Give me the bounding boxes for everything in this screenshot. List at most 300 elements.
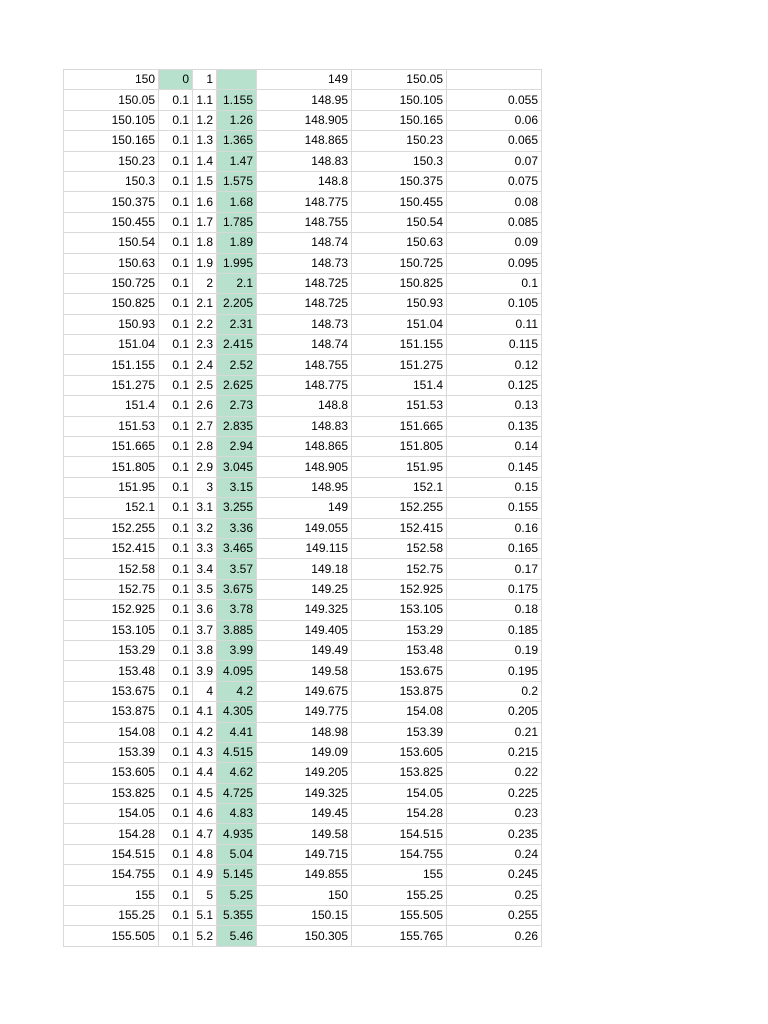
cell-c[interactable]: 2.3 — [193, 335, 217, 355]
cell-f[interactable]: 150.23 — [352, 131, 447, 151]
cell-g[interactable] — [447, 70, 542, 90]
cell-e[interactable]: 148.755 — [257, 355, 352, 375]
cell-d[interactable]: 5.46 — [217, 926, 257, 946]
cell-c[interactable]: 4.6 — [193, 804, 217, 824]
cell-b[interactable]: 0.1 — [159, 906, 193, 926]
cell-g[interactable]: 0.065 — [447, 131, 542, 151]
cell-e[interactable]: 149.855 — [257, 865, 352, 885]
cell-f[interactable]: 155.765 — [352, 926, 447, 946]
cell-g[interactable]: 0.15 — [447, 477, 542, 497]
cell-f[interactable]: 154.755 — [352, 844, 447, 864]
cell-c[interactable]: 2 — [193, 273, 217, 293]
cell-c[interactable]: 4.1 — [193, 702, 217, 722]
cell-c[interactable]: 1.6 — [193, 192, 217, 212]
cell-b[interactable]: 0.1 — [159, 151, 193, 171]
cell-g[interactable]: 0.14 — [447, 437, 542, 457]
cell-c[interactable]: 1.9 — [193, 253, 217, 273]
cell-e[interactable]: 148.775 — [257, 192, 352, 212]
cell-e[interactable]: 149 — [257, 498, 352, 518]
cell-e[interactable]: 148.83 — [257, 416, 352, 436]
cell-f[interactable]: 150.54 — [352, 212, 447, 232]
cell-e[interactable]: 149.715 — [257, 844, 352, 864]
cell-b[interactable]: 0.1 — [159, 742, 193, 762]
cell-a[interactable]: 155 — [64, 885, 159, 905]
cell-d[interactable]: 2.31 — [217, 314, 257, 334]
cell-e[interactable]: 148.74 — [257, 335, 352, 355]
cell-b[interactable]: 0.1 — [159, 783, 193, 803]
cell-d[interactable]: 2.73 — [217, 396, 257, 416]
cell-d[interactable]: 3.255 — [217, 498, 257, 518]
cell-c[interactable]: 2.4 — [193, 355, 217, 375]
cell-b[interactable]: 0.1 — [159, 681, 193, 701]
cell-g[interactable]: 0.18 — [447, 600, 542, 620]
cell-e[interactable]: 148.725 — [257, 273, 352, 293]
cell-g[interactable]: 0.115 — [447, 335, 542, 355]
cell-c[interactable]: 2.9 — [193, 457, 217, 477]
cell-g[interactable]: 0.145 — [447, 457, 542, 477]
cell-d[interactable]: 1.155 — [217, 90, 257, 110]
cell-e[interactable]: 149 — [257, 70, 352, 90]
cell-d[interactable]: 3.045 — [217, 457, 257, 477]
cell-e[interactable]: 148.74 — [257, 233, 352, 253]
cell-a[interactable]: 152.415 — [64, 538, 159, 558]
cell-e[interactable]: 149.325 — [257, 783, 352, 803]
cell-g[interactable]: 0.175 — [447, 579, 542, 599]
cell-a[interactable]: 152.58 — [64, 559, 159, 579]
cell-b[interactable]: 0.1 — [159, 131, 193, 151]
cell-a[interactable]: 153.48 — [64, 661, 159, 681]
cell-g[interactable]: 0.205 — [447, 702, 542, 722]
cell-e[interactable]: 148.95 — [257, 477, 352, 497]
cell-d[interactable]: 3.99 — [217, 640, 257, 660]
cell-b[interactable]: 0.1 — [159, 518, 193, 538]
cell-e[interactable]: 149.45 — [257, 804, 352, 824]
cell-a[interactable]: 151.805 — [64, 457, 159, 477]
cell-a[interactable]: 153.605 — [64, 763, 159, 783]
cell-d[interactable]: 1.47 — [217, 151, 257, 171]
cell-f[interactable]: 155.505 — [352, 906, 447, 926]
cell-c[interactable]: 3 — [193, 477, 217, 497]
cell-b[interactable]: 0.1 — [159, 314, 193, 334]
cell-d[interactable]: 3.675 — [217, 579, 257, 599]
cell-c[interactable]: 2.5 — [193, 375, 217, 395]
cell-g[interactable]: 0.255 — [447, 906, 542, 926]
cell-f[interactable]: 153.605 — [352, 742, 447, 762]
cell-g[interactable]: 0.075 — [447, 171, 542, 191]
cell-e[interactable]: 149.325 — [257, 600, 352, 620]
cell-a[interactable]: 150.455 — [64, 212, 159, 232]
cell-g[interactable]: 0.07 — [447, 151, 542, 171]
cell-c[interactable]: 4.7 — [193, 824, 217, 844]
cell-b[interactable]: 0.1 — [159, 600, 193, 620]
cell-d[interactable]: 5.145 — [217, 865, 257, 885]
cell-b[interactable]: 0.1 — [159, 273, 193, 293]
cell-a[interactable]: 155.25 — [64, 906, 159, 926]
cell-e[interactable]: 148.865 — [257, 131, 352, 151]
cell-a[interactable]: 152.1 — [64, 498, 159, 518]
cell-a[interactable]: 154.05 — [64, 804, 159, 824]
cell-c[interactable]: 2.6 — [193, 396, 217, 416]
cell-e[interactable]: 148.8 — [257, 171, 352, 191]
cell-c[interactable]: 4 — [193, 681, 217, 701]
cell-g[interactable]: 0.225 — [447, 783, 542, 803]
cell-c[interactable]: 1.7 — [193, 212, 217, 232]
cell-b[interactable]: 0.1 — [159, 192, 193, 212]
cell-f[interactable]: 153.675 — [352, 661, 447, 681]
cell-d[interactable]: 3.15 — [217, 477, 257, 497]
cell-b[interactable]: 0.1 — [159, 437, 193, 457]
cell-g[interactable]: 0.2 — [447, 681, 542, 701]
cell-a[interactable]: 153.29 — [64, 640, 159, 660]
cell-c[interactable]: 5.1 — [193, 906, 217, 926]
cell-g[interactable]: 0.165 — [447, 538, 542, 558]
cell-f[interactable]: 153.39 — [352, 722, 447, 742]
cell-f[interactable]: 150.05 — [352, 70, 447, 90]
cell-e[interactable]: 149.18 — [257, 559, 352, 579]
cell-c[interactable]: 5 — [193, 885, 217, 905]
cell-a[interactable]: 150.725 — [64, 273, 159, 293]
cell-g[interactable]: 0.11 — [447, 314, 542, 334]
cell-a[interactable]: 151.275 — [64, 375, 159, 395]
cell-b[interactable]: 0.1 — [159, 559, 193, 579]
cell-b[interactable]: 0.1 — [159, 457, 193, 477]
cell-g[interactable]: 0.105 — [447, 294, 542, 314]
cell-e[interactable]: 148.905 — [257, 110, 352, 130]
cell-b[interactable]: 0.1 — [159, 661, 193, 681]
cell-a[interactable]: 154.515 — [64, 844, 159, 864]
cell-c[interactable]: 3.1 — [193, 498, 217, 518]
cell-e[interactable]: 148.8 — [257, 396, 352, 416]
cell-e[interactable]: 149.49 — [257, 640, 352, 660]
cell-b[interactable]: 0.1 — [159, 763, 193, 783]
cell-a[interactable]: 151.665 — [64, 437, 159, 457]
cell-g[interactable]: 0.235 — [447, 824, 542, 844]
cell-e[interactable]: 150 — [257, 885, 352, 905]
cell-f[interactable]: 150.825 — [352, 273, 447, 293]
cell-c[interactable]: 3.8 — [193, 640, 217, 660]
cell-a[interactable]: 150.05 — [64, 90, 159, 110]
cell-a[interactable]: 150.23 — [64, 151, 159, 171]
cell-g[interactable]: 0.135 — [447, 416, 542, 436]
cell-e[interactable]: 148.775 — [257, 375, 352, 395]
cell-f[interactable]: 152.1 — [352, 477, 447, 497]
cell-a[interactable]: 150.54 — [64, 233, 159, 253]
cell-d[interactable]: 2.205 — [217, 294, 257, 314]
cell-f[interactable]: 153.825 — [352, 763, 447, 783]
cell-f[interactable]: 150.375 — [352, 171, 447, 191]
cell-e[interactable]: 148.725 — [257, 294, 352, 314]
cell-a[interactable]: 154.08 — [64, 722, 159, 742]
cell-a[interactable]: 152.75 — [64, 579, 159, 599]
cell-f[interactable]: 152.925 — [352, 579, 447, 599]
cell-f[interactable]: 151.805 — [352, 437, 447, 457]
cell-g[interactable]: 0.06 — [447, 110, 542, 130]
cell-f[interactable]: 155 — [352, 865, 447, 885]
cell-a[interactable]: 151.155 — [64, 355, 159, 375]
cell-b[interactable]: 0.1 — [159, 579, 193, 599]
cell-f[interactable]: 151.95 — [352, 457, 447, 477]
cell-a[interactable]: 150.105 — [64, 110, 159, 130]
cell-a[interactable]: 153.105 — [64, 620, 159, 640]
cell-c[interactable]: 3.7 — [193, 620, 217, 640]
cell-f[interactable]: 151.53 — [352, 396, 447, 416]
cell-g[interactable]: 0.19 — [447, 640, 542, 660]
cell-e[interactable]: 149.115 — [257, 538, 352, 558]
cell-d[interactable]: 2.835 — [217, 416, 257, 436]
cell-e[interactable]: 150.305 — [257, 926, 352, 946]
cell-e[interactable]: 148.865 — [257, 437, 352, 457]
cell-c[interactable]: 2.8 — [193, 437, 217, 457]
cell-b[interactable]: 0.1 — [159, 885, 193, 905]
cell-g[interactable]: 0.055 — [447, 90, 542, 110]
cell-c[interactable]: 1.2 — [193, 110, 217, 130]
cell-g[interactable]: 0.185 — [447, 620, 542, 640]
cell-c[interactable]: 3.2 — [193, 518, 217, 538]
cell-g[interactable]: 0.26 — [447, 926, 542, 946]
cell-g[interactable]: 0.195 — [447, 661, 542, 681]
cell-b[interactable]: 0.1 — [159, 844, 193, 864]
cell-f[interactable]: 153.48 — [352, 640, 447, 660]
cell-e[interactable]: 148.95 — [257, 90, 352, 110]
cell-f[interactable]: 151.275 — [352, 355, 447, 375]
cell-d[interactable]: 2.415 — [217, 335, 257, 355]
cell-e[interactable]: 150.15 — [257, 906, 352, 926]
cell-e[interactable]: 149.58 — [257, 661, 352, 681]
cell-d[interactable]: 4.41 — [217, 722, 257, 742]
cell-b[interactable]: 0.1 — [159, 640, 193, 660]
cell-g[interactable]: 0.13 — [447, 396, 542, 416]
cell-d[interactable]: 5.25 — [217, 885, 257, 905]
cell-a[interactable]: 155.505 — [64, 926, 159, 946]
cell-g[interactable]: 0.215 — [447, 742, 542, 762]
cell-f[interactable]: 153.875 — [352, 681, 447, 701]
cell-d[interactable]: 4.935 — [217, 824, 257, 844]
cell-d[interactable]: 2.52 — [217, 355, 257, 375]
cell-b[interactable]: 0.1 — [159, 498, 193, 518]
cell-b[interactable]: 0.1 — [159, 110, 193, 130]
cell-b[interactable]: 0.1 — [159, 538, 193, 558]
cell-b[interactable]: 0.1 — [159, 233, 193, 253]
cell-f[interactable]: 153.105 — [352, 600, 447, 620]
cell-g[interactable]: 0.095 — [447, 253, 542, 273]
cell-f[interactable]: 154.28 — [352, 804, 447, 824]
cell-c[interactable]: 3.4 — [193, 559, 217, 579]
cell-f[interactable]: 150.105 — [352, 90, 447, 110]
cell-g[interactable]: 0.08 — [447, 192, 542, 212]
cell-d[interactable]: 3.57 — [217, 559, 257, 579]
cell-g[interactable]: 0.21 — [447, 722, 542, 742]
cell-c[interactable]: 5.2 — [193, 926, 217, 946]
cell-c[interactable]: 1.1 — [193, 90, 217, 110]
cell-c[interactable]: 1.4 — [193, 151, 217, 171]
cell-f[interactable]: 154.08 — [352, 702, 447, 722]
cell-b[interactable]: 0.1 — [159, 294, 193, 314]
cell-d[interactable]: 4.62 — [217, 763, 257, 783]
cell-f[interactable]: 150.165 — [352, 110, 447, 130]
cell-e[interactable]: 149.775 — [257, 702, 352, 722]
cell-c[interactable]: 3.6 — [193, 600, 217, 620]
cell-d[interactable]: 4.515 — [217, 742, 257, 762]
cell-f[interactable]: 154.05 — [352, 783, 447, 803]
cell-c[interactable]: 4.8 — [193, 844, 217, 864]
cell-d[interactable] — [217, 70, 257, 90]
cell-g[interactable]: 0.125 — [447, 375, 542, 395]
cell-d[interactable]: 5.04 — [217, 844, 257, 864]
cell-d[interactable]: 2.1 — [217, 273, 257, 293]
cell-b[interactable]: 0.1 — [159, 375, 193, 395]
cell-b[interactable]: 0.1 — [159, 212, 193, 232]
cell-e[interactable]: 149.055 — [257, 518, 352, 538]
cell-c[interactable]: 4.5 — [193, 783, 217, 803]
cell-c[interactable]: 2.2 — [193, 314, 217, 334]
cell-b[interactable]: 0.1 — [159, 804, 193, 824]
cell-f[interactable]: 152.415 — [352, 518, 447, 538]
cell-d[interactable]: 3.78 — [217, 600, 257, 620]
cell-d[interactable]: 1.89 — [217, 233, 257, 253]
cell-c[interactable]: 3.9 — [193, 661, 217, 681]
cell-g[interactable]: 0.245 — [447, 865, 542, 885]
cell-a[interactable]: 150 — [64, 70, 159, 90]
cell-f[interactable]: 150.63 — [352, 233, 447, 253]
cell-d[interactable]: 4.725 — [217, 783, 257, 803]
cell-e[interactable]: 149.405 — [257, 620, 352, 640]
cell-a[interactable]: 150.93 — [64, 314, 159, 334]
cell-c[interactable]: 4.2 — [193, 722, 217, 742]
cell-a[interactable]: 152.925 — [64, 600, 159, 620]
cell-c[interactable]: 4.4 — [193, 763, 217, 783]
cell-f[interactable]: 153.29 — [352, 620, 447, 640]
cell-a[interactable]: 151.04 — [64, 335, 159, 355]
cell-c[interactable]: 3.3 — [193, 538, 217, 558]
cell-b[interactable]: 0.1 — [159, 824, 193, 844]
cell-f[interactable]: 151.04 — [352, 314, 447, 334]
cell-b[interactable]: 0.1 — [159, 865, 193, 885]
cell-a[interactable]: 153.675 — [64, 681, 159, 701]
cell-g[interactable]: 0.17 — [447, 559, 542, 579]
cell-b[interactable]: 0.1 — [159, 416, 193, 436]
cell-e[interactable]: 148.755 — [257, 212, 352, 232]
cell-a[interactable]: 150.63 — [64, 253, 159, 273]
cell-f[interactable]: 150.455 — [352, 192, 447, 212]
cell-a[interactable]: 150.375 — [64, 192, 159, 212]
cell-b[interactable]: 0.1 — [159, 355, 193, 375]
cell-b[interactable]: 0.1 — [159, 477, 193, 497]
cell-b[interactable]: 0.1 — [159, 335, 193, 355]
cell-a[interactable]: 153.825 — [64, 783, 159, 803]
cell-a[interactable]: 151.95 — [64, 477, 159, 497]
cell-e[interactable]: 149.09 — [257, 742, 352, 762]
cell-d[interactable]: 1.575 — [217, 171, 257, 191]
cell-d[interactable]: 1.68 — [217, 192, 257, 212]
cell-b[interactable]: 0.1 — [159, 702, 193, 722]
cell-e[interactable]: 149.25 — [257, 579, 352, 599]
cell-c[interactable]: 2.1 — [193, 294, 217, 314]
cell-g[interactable]: 0.22 — [447, 763, 542, 783]
cell-f[interactable]: 150.93 — [352, 294, 447, 314]
cell-e[interactable]: 148.98 — [257, 722, 352, 742]
cell-d[interactable]: 1.365 — [217, 131, 257, 151]
cell-a[interactable]: 153.39 — [64, 742, 159, 762]
cell-a[interactable]: 154.755 — [64, 865, 159, 885]
cell-f[interactable]: 154.515 — [352, 824, 447, 844]
cell-d[interactable]: 1.26 — [217, 110, 257, 130]
cell-b[interactable]: 0.1 — [159, 90, 193, 110]
cell-a[interactable]: 154.28 — [64, 824, 159, 844]
cell-b[interactable]: 0 — [159, 70, 193, 90]
cell-f[interactable]: 152.255 — [352, 498, 447, 518]
cell-f[interactable]: 151.665 — [352, 416, 447, 436]
cell-b[interactable]: 0.1 — [159, 253, 193, 273]
cell-d[interactable]: 4.305 — [217, 702, 257, 722]
cell-c[interactable]: 1.5 — [193, 171, 217, 191]
cell-b[interactable]: 0.1 — [159, 171, 193, 191]
cell-e[interactable]: 149.205 — [257, 763, 352, 783]
cell-d[interactable]: 3.465 — [217, 538, 257, 558]
cell-f[interactable]: 150.725 — [352, 253, 447, 273]
cell-a[interactable]: 152.255 — [64, 518, 159, 538]
cell-e[interactable]: 148.73 — [257, 314, 352, 334]
cell-d[interactable]: 2.94 — [217, 437, 257, 457]
cell-f[interactable]: 155.25 — [352, 885, 447, 905]
cell-a[interactable]: 151.4 — [64, 396, 159, 416]
cell-d[interactable]: 4.83 — [217, 804, 257, 824]
cell-a[interactable]: 150.165 — [64, 131, 159, 151]
cell-b[interactable]: 0.1 — [159, 722, 193, 742]
cell-e[interactable]: 148.905 — [257, 457, 352, 477]
cell-d[interactable]: 1.995 — [217, 253, 257, 273]
cell-d[interactable]: 4.2 — [217, 681, 257, 701]
cell-d[interactable]: 1.785 — [217, 212, 257, 232]
cell-d[interactable]: 4.095 — [217, 661, 257, 681]
cell-f[interactable]: 151.4 — [352, 375, 447, 395]
cell-g[interactable]: 0.155 — [447, 498, 542, 518]
cell-e[interactable]: 149.675 — [257, 681, 352, 701]
cell-e[interactable]: 148.83 — [257, 151, 352, 171]
cell-b[interactable]: 0.1 — [159, 396, 193, 416]
cell-b[interactable]: 0.1 — [159, 620, 193, 640]
cell-a[interactable]: 153.875 — [64, 702, 159, 722]
cell-f[interactable]: 152.75 — [352, 559, 447, 579]
cell-d[interactable]: 2.625 — [217, 375, 257, 395]
cell-g[interactable]: 0.12 — [447, 355, 542, 375]
cell-e[interactable]: 149.58 — [257, 824, 352, 844]
cell-f[interactable]: 152.58 — [352, 538, 447, 558]
cell-c[interactable]: 4.9 — [193, 865, 217, 885]
cell-a[interactable]: 150.825 — [64, 294, 159, 314]
cell-d[interactable]: 3.36 — [217, 518, 257, 538]
cell-a[interactable]: 151.53 — [64, 416, 159, 436]
cell-c[interactable]: 4.3 — [193, 742, 217, 762]
cell-c[interactable]: 1.8 — [193, 233, 217, 253]
cell-g[interactable]: 0.24 — [447, 844, 542, 864]
cell-d[interactable]: 3.885 — [217, 620, 257, 640]
cell-f[interactable]: 151.155 — [352, 335, 447, 355]
cell-g[interactable]: 0.1 — [447, 273, 542, 293]
cell-c[interactable]: 3.5 — [193, 579, 217, 599]
cell-f[interactable]: 150.3 — [352, 151, 447, 171]
cell-d[interactable]: 5.355 — [217, 906, 257, 926]
cell-g[interactable]: 0.085 — [447, 212, 542, 232]
cell-b[interactable]: 0.1 — [159, 926, 193, 946]
cell-g[interactable]: 0.23 — [447, 804, 542, 824]
cell-c[interactable]: 2.7 — [193, 416, 217, 436]
cell-c[interactable]: 1 — [193, 70, 217, 90]
cell-c[interactable]: 1.3 — [193, 131, 217, 151]
cell-g[interactable]: 0.25 — [447, 885, 542, 905]
cell-e[interactable]: 148.73 — [257, 253, 352, 273]
cell-a[interactable]: 150.3 — [64, 171, 159, 191]
cell-g[interactable]: 0.16 — [447, 518, 542, 538]
